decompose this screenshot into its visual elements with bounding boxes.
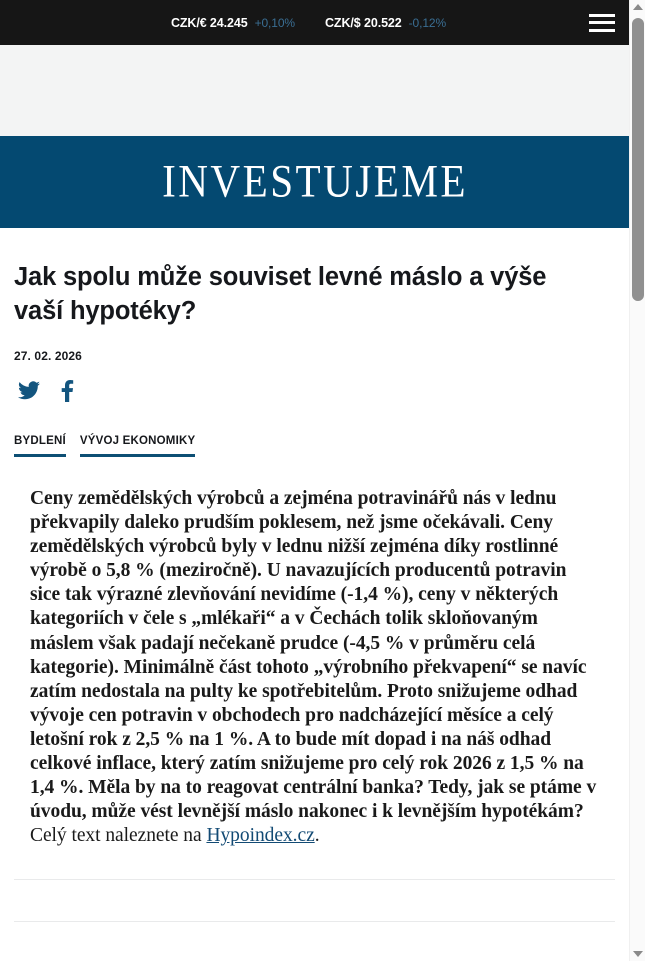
footer-prefix-text: Celý text naleznete na: [30, 825, 207, 847]
scroll-down-arrow-icon[interactable]: [630, 947, 645, 961]
tag-vyvoj-ekonomiky[interactable]: VÝVOJ EKONOMIKY: [80, 435, 195, 457]
article-body: [14, 487, 615, 848]
article-body-paragraph: Ceny zemědělských výrobců a zejména potravinářů nás v lednu překvapily daleko prudším poklesem, než jsme očekávali. Ceny zemědělských výrobců byly v lednu nižší zejména díky rostlinné výrobě o 5,8 % (meziročně). U navazujících producentů potravin sice tak výrazné zlevňování nevidíme (-1,4 %), ceny v některých kategoriích v čele s „mlékaři“ a v Čechách tolik skloňovaným máslem však padají nečekaně prudce (-4,5 % v průměru celá kategorie). Minimálně část tohoto „výrobního překvapení“ se navíc zatím nedostala na pulty ke spotřebitelům. Proto snižujeme odhad vývoje cen potravin v obchodech pro nadcházející měsíce a celý letošní rok z 2,5 % na 1 %. A to bude mít dopad i na náš odhad celkové inflace, který zatím snižujeme pro celý rok 2026 z 1,5 % na 1,4 %. Měla by na to reagovat centrální banka? Tedy, jak se ptáme v úvodu, může vést levnější máslo nakonec i k levnějším hypotékám?: [30, 488, 597, 823]
social-share-row: [14, 381, 615, 405]
vertical-scrollbar[interactable]: [629, 0, 645, 961]
page-title: Jak spolu může souviset levné máslo a výše vaší hypotéky?: [14, 263, 547, 325]
hypoindex-link[interactable]: Hypoindex.cz: [206, 825, 315, 847]
hamburger-menu-icon[interactable]: [589, 14, 615, 32]
top-ticker-bar: [0, 0, 629, 45]
facebook-share-icon[interactable]: [61, 380, 74, 407]
spacer: [0, 880, 629, 921]
ad-placeholder-band: [0, 45, 629, 136]
site-masthead: [0, 136, 629, 228]
scrollbar-thumb[interactable]: [632, 18, 644, 301]
ticker-change-czk-eur: +0,10%: [254, 15, 295, 30]
hamburger-line: [589, 29, 615, 32]
site-logo[interactable]: INVESTUJEME: [162, 156, 469, 208]
ticker-item-czk-usd[interactable]: [325, 16, 446, 30]
hamburger-line: [589, 14, 615, 17]
ticker-item-czk-eur[interactable]: [171, 16, 295, 30]
article-tags: [14, 435, 615, 457]
ticker-label-czk-usd: CZK/$ 20.522: [325, 15, 402, 30]
ticker-change-czk-usd: -0,12%: [408, 15, 447, 30]
footer-suffix-text: .: [314, 825, 320, 847]
scroll-up-arrow-icon[interactable]: [630, 0, 645, 14]
spacer: [0, 848, 629, 879]
hamburger-line: [589, 21, 615, 24]
article-body-footer: [30, 824, 599, 848]
ticker-label-czk-eur: CZK/€ 24.245: [170, 15, 248, 30]
section-divider-2: [14, 921, 615, 922]
article: [0, 228, 629, 848]
twitter-share-icon[interactable]: [18, 381, 40, 405]
tag-bydleni[interactable]: BYDLENÍ: [14, 435, 66, 457]
ticker-group: [171, 16, 446, 30]
article-date: 27. 02. 2026: [14, 349, 82, 363]
